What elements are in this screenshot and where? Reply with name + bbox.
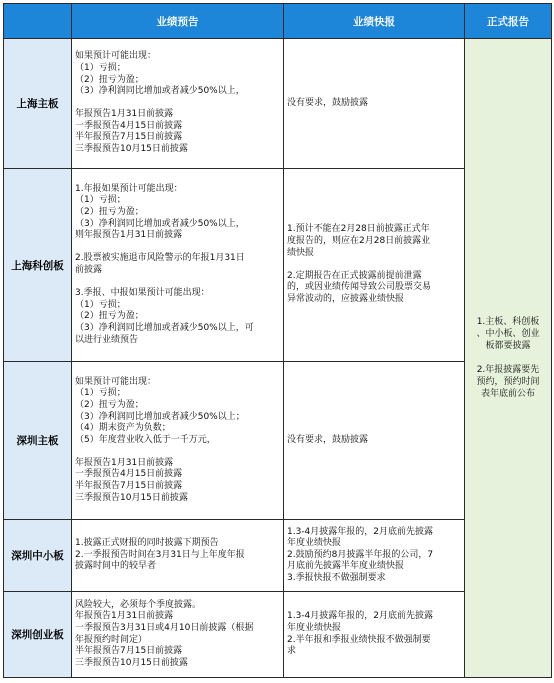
text-line: （3）净利润同比增加或者减少50%以上，可 [75,322,254,333]
text-line: 年报预告1月31日前披露 [75,457,174,468]
text-line: （1）亏损； [75,388,126,399]
text-line: 绩快报 [287,247,315,258]
header-express: 业绩快报 [284,4,465,39]
text-line: （5）年度营业收入低于一千万元， [75,434,216,445]
text-line: 三季报预告10月15日前披露 [75,657,188,668]
express-cell [284,520,465,592]
header-corner [4,4,72,39]
forecast-cell [72,362,284,520]
text-line [75,446,281,458]
text-line: （2）扭亏为盈； [75,399,144,410]
text-line: 2.鼓励预约8月披露半年报的公司，7 [287,549,434,560]
text-line: 1.披露正式财报的同时披露下期预告 [75,538,219,549]
text-line: 表年底前公布 [480,389,535,400]
text-line: 1.主板、科创板 [476,316,540,327]
text-line: 一季报预告3月31日或4月10日前披露（根据 [75,622,254,633]
text-line: 一季报预告4月15日前披露 [75,469,183,480]
text-line: 一季报预告4月15日前披露 [75,120,183,131]
header-forecast: 业绩预告 [72,4,284,39]
text-line: 2.一季报预告时间在3月31日与上年度年报 [75,549,245,560]
express-cell [284,169,465,362]
text-line: 没有要求，鼓励披露 [287,434,369,445]
forecast-cell [72,520,284,592]
text-line: 半年报预告7月15日前披露 [75,481,183,492]
text-line: 年报预告1月31日前披露 [75,109,174,120]
forecast-cell [72,39,284,169]
row-label-shenzhen-main: 深圳主板 [4,362,72,520]
text-line: 月底前先披露半年度业绩快报 [287,561,405,572]
header-formal: 正式报告 [465,4,552,39]
text-line: （1）亏损； [75,195,126,206]
text-line: （2）扭亏为盈； [75,311,144,322]
text-line: （3）净利润同比增加或者减少50%以上； [75,411,245,422]
text-line: 年报预告1月31日前披露 [75,611,174,622]
text-line: 、中小板、创业 [476,328,540,339]
text-line [75,242,281,254]
express-cell [284,39,465,169]
text-line: 3.季报快报不做强制要求 [287,572,386,583]
text-line: （2）扭亏为盈； [75,74,144,85]
text-line [469,352,547,364]
text-line [75,277,281,289]
formal-report-cell [465,39,552,678]
row-label-shenzhen-sme: 深圳中小板 [4,520,72,592]
text-line: 求 [287,646,297,657]
text-line: 前披露 [75,265,103,275]
text-line: 如果预计可能出现： [75,376,157,387]
text-line: 年度业绩快报 [287,622,342,633]
text-line: （1）亏损； [75,299,126,310]
text-line: 年报预约时间定） [75,634,148,645]
header-row [4,4,552,39]
text-line: 的，或因业绩传闻导致公司股票交易 [287,282,432,293]
text-line: （3）净利润同比增加或者减少50%以上， [75,86,245,97]
express-cell [284,592,465,678]
row-label-shanghai-main: 上海主板 [4,39,72,169]
text-line: 年度业绩快报 [287,538,342,549]
text-line: 2.半年报和季报业绩快报不做强制要 [287,634,431,645]
text-line: 2.股票被实施退市风险警示的年报1月31日 [75,253,245,264]
text-line: 1.预计不能在2月28日前披露正式年 [287,224,430,235]
text-line: 半年报预告7月15日前披露 [75,132,183,143]
text-line: （4）期末资产为负数； [75,423,171,434]
text-line: 没有要求，鼓励披露 [287,97,369,108]
text-line: （3）净利润同比增加或者减少50%以上， [75,218,245,229]
text-line: 度报告的，则应在2月28日前披露业 [287,236,431,247]
text-line: 风险较大，必须每个季度披露。 [75,599,202,610]
text-line: 预约，预约时间 [476,377,540,387]
text-line: 披露时间中的较早者 [75,561,157,572]
text-line: 则年报预告1月31日前披露 [75,230,183,241]
text-line: （1）亏损； [75,62,126,73]
text-line: 2.定期报告在正式披露前提前泄露 [287,270,422,281]
text-line: 1.年报如果预计可能出现： [75,183,183,194]
forecast-cell [72,169,284,362]
text-line: 板都要披露 [485,341,531,351]
text-line: 2.年报披露要先 [476,364,540,375]
text-line: 如果预计可能出现： [75,51,157,62]
row-label-shanghai-star: 上海科创板 [4,169,72,362]
text-line: 三季报预告10月15日前披露 [75,144,188,155]
express-cell [284,362,465,520]
disclosure-table [3,3,552,678]
table-row [4,39,552,169]
text-line: 1.3-4月披露年报的，2月底前先披露 [287,611,434,622]
forecast-cell [72,592,284,678]
text-line [287,259,462,271]
text-line: 半年报预告7月15日前披露 [75,646,183,657]
row-label-shenzhen-chinext: 深圳创业板 [4,592,72,678]
text-line: 1.3-4月披露年报的，2月底前先披露 [287,526,434,537]
text-line: 以进行业绩预告 [75,334,139,345]
text-line: （2）扭亏为盈； [75,207,144,218]
text-line: 三季报预告10月15日前披露 [75,492,188,503]
text-line [75,98,281,110]
text-line: 3.季报、中报如果预计可能出现： [75,288,210,299]
text-line: 异常波动的，应披露业绩快报 [287,293,405,304]
